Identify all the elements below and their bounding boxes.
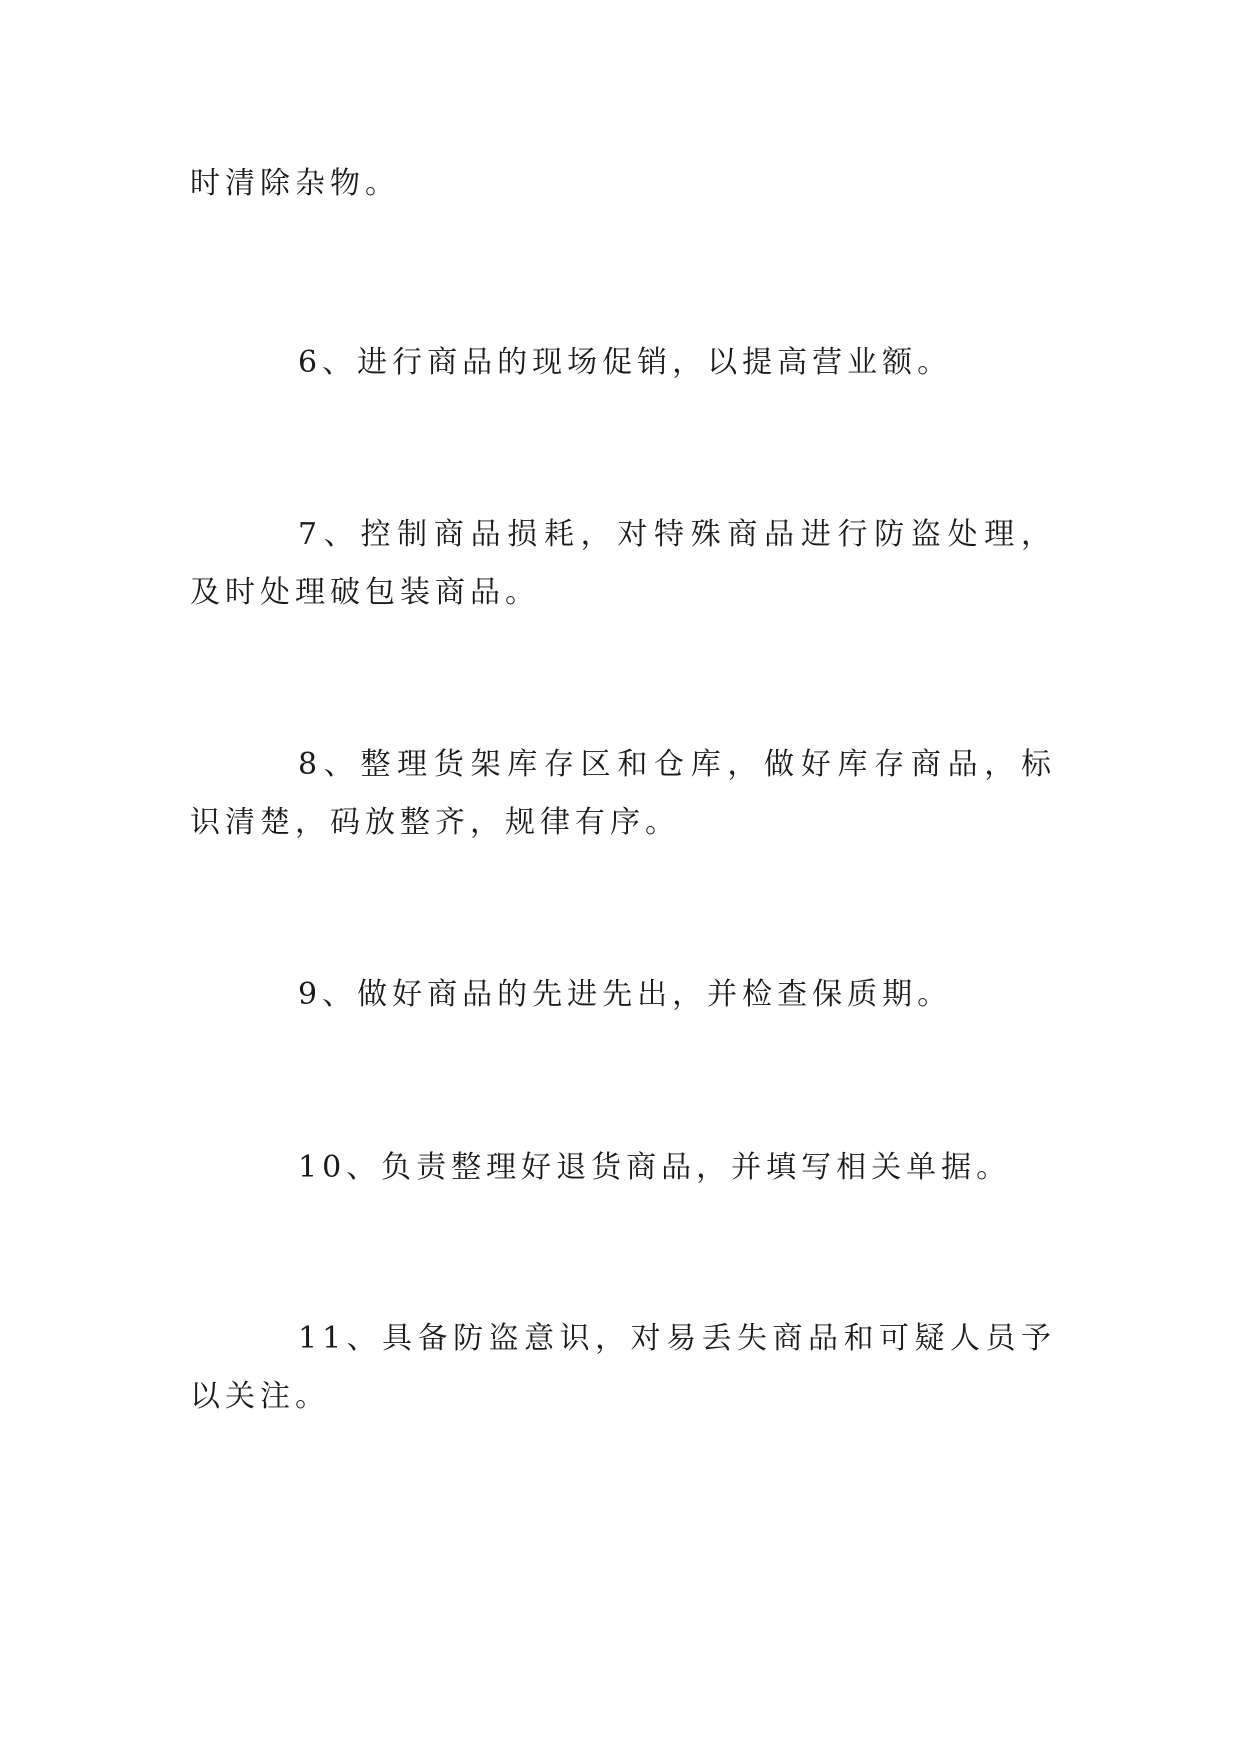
paragraph-item-10: 10、负责整理好退货商品，并填写相关单据。 bbox=[298, 1150, 1012, 1185]
paragraph-item-9: 9、做好商品的先进先出，并检查保质期。 bbox=[298, 977, 953, 1012]
paragraph-continuation: 时清除杂物。 bbox=[190, 166, 400, 201]
paragraph-item-11: 11、具备防盗意识，对易丢失商品和可疑人员予以关注。 bbox=[190, 1321, 1056, 1414]
paragraph-item-8: 8、整理货架库存区和仓库，做好库存商品，标识清楚，码放整齐，规律有序。 bbox=[190, 747, 1056, 840]
paragraph-item-7: 7、控制商品损耗，对特殊商品进行防盗处理，及时处理破包装商品。 bbox=[190, 517, 1056, 610]
paragraph-item-6: 6、进行商品的现场促销，以提高营业额。 bbox=[298, 345, 953, 380]
